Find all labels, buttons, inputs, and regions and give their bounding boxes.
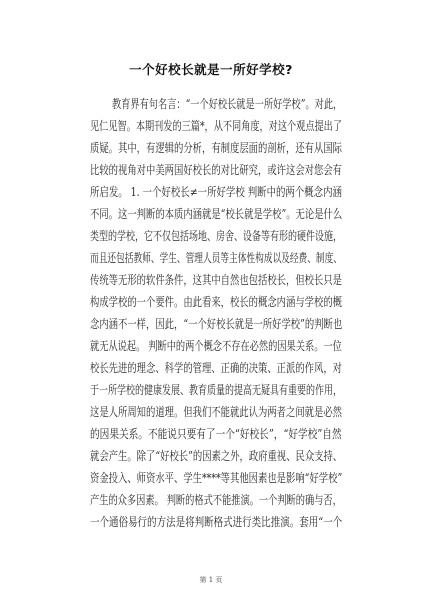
body-line: 校长先进的理念、科学的管理、正确的决策、正派的作风，对 [90, 361, 343, 375]
body-line: 这是人所周知的道理。但我们不能就此认为两者之间就是必然 [90, 405, 343, 419]
body-line: 于一所学校的健康发展、教育质量的提高无疑具有重要的作用， [90, 383, 343, 397]
body-line: 而且还包括教师、学生、管理人员等主体性构成以及经费、制度、 [90, 251, 342, 265]
body-line: 产生的众多因素。 判断的格式不能推演。一个判断的确与否， [90, 493, 342, 507]
body-line: 质疑。其中，有逻辑的分析，有制度层面的剖析，还有从国际 [90, 141, 343, 155]
body-line: 资金投入、师资水平、学生****等其他因素也是影响“好学校” [90, 471, 343, 485]
body-line: 就会产生。除了“好校长”的因素之外，政府重视、民众支持、 [90, 449, 343, 463]
document-title: 一个好校长就是一所好学校? [129, 62, 293, 77]
body-line: 见仁见智。本期刊发的三篇*，从不同角度，对这个观点提出了 [90, 119, 342, 133]
body-line: 构成学校的一个要件。由此看来，校长的概念内涵与学校的概 [90, 295, 343, 309]
body-line: 比较的视角对中美两国好校长的对比研究，或许这会对您会有 [90, 163, 343, 177]
body-line: 念内涵不一样，因此，“一个好校长就是一所好学校”的判断也 [90, 317, 343, 331]
body-line: 就无从说起。 判断中的两个概念不存在必然的因果关系。一位 [90, 339, 342, 353]
body-line: 类型的学校，它不仅包括场地、房舍、设备等有形的硬件设施， [90, 229, 343, 243]
page-number: 第 1 页 [199, 576, 223, 584]
body-line: 传统等无形的软件条件，这其中自然也包括校长，但校长只是 [90, 273, 343, 287]
body-line: 所启发。 1. 一个好校长≠一所好学校 判断中的两个概念内涵 [90, 185, 342, 199]
body-line: 一个通俗易行的方法是将判断格式进行类比推演。套用“一个 [90, 515, 343, 529]
body-line: 不同。这一判断的本质内涵就是“校长就是学校”。无论是什么 [90, 207, 343, 221]
body-line: 的因果关系。不能说只要有了一个“好校长”，“好学校”自然 [90, 427, 342, 441]
body-line: 教育界有句名言：“一个好校长就是一所好学校”。对此， [112, 97, 343, 111]
